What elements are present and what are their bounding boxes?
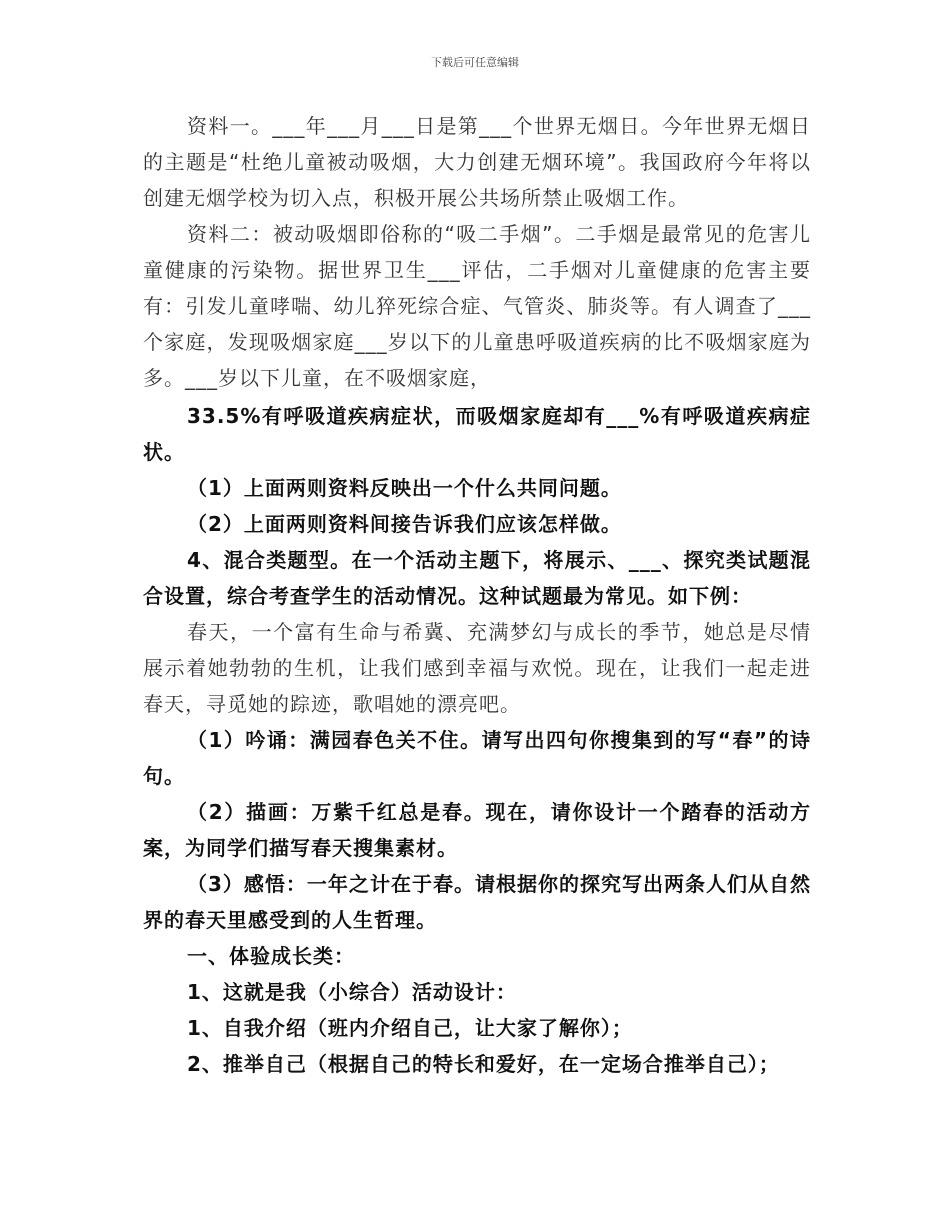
header-note: 下载后可任意编辑: [431, 56, 519, 69]
question-2: （2）上面两则资料间接告诉我们应该怎样做。: [187, 512, 622, 536]
section-heading-growth: 一、体验成长类：: [187, 944, 355, 968]
paragraph-mixed-type: 4、混合类题型。在一个活动主题下，将展示、___、探究类试题混合设置，综合考查学生的活动情况。这种试题最为常见。如下例：: [143, 548, 811, 608]
list-item-activity-design: 1、这就是我（小综合）活动设计：: [187, 980, 517, 1004]
spring-question-3: （3）感悟：一年之计在于春。请根据你的探究写出两条人们从自然界的春天里感受到的人生哲理。: [143, 872, 811, 932]
spring-question-1: （1）吟诵：满园春色关不住。请写出四句你搜集到的写“春”的诗句。: [143, 728, 811, 788]
paragraph-statistics: 33.5%有呼吸道疾病症状，而吸烟家庭却有___%有呼吸道疾病症状。: [143, 404, 811, 464]
paragraph-material-one: 资料一。___年___月___日是第___个世界无烟日。今年世界无烟日的主题是“杜绝儿童被动吸烟，大力创建无烟环境”。我国政府今年将以创建无烟学校为切入点，积极开展公共场所禁止吸烟工作。: [143, 114, 811, 210]
spring-question-2: （2）描画：万紫千红总是春。现在，请你设计一个踏春的活动方案，为同学们描写春天搜集素材。: [143, 800, 811, 860]
document-body: [143, 108, 811, 1082]
paragraph-material-two: 资料二：被动吸烟即俗称的“吸二手烟”。二手烟是最常见的危害儿童健康的污染物。据世界卫生___评估，二手烟对儿童健康的危害主要有：引发儿童哮喘、幼儿猝死综合症、气管炎、肺炎等。有人调查了___个家庭，发现吸烟家庭___岁以下的儿童患呼吸道疾病的比不吸烟家庭为多。___岁以下儿童，在不吸烟家庭，: [143, 222, 811, 390]
question-1: （1）上面两则资料反映出一个什么共同问题。: [187, 476, 622, 500]
paragraph-spring: 春天，一个富有生命与希冀、充满梦幻与成长的季节，她总是尽情展示着她勃勃的生机，让我们感到幸福与欢悦。现在，让我们一起走进春天，寻觅她的踪迹，歌唱她的漂亮吧。: [143, 620, 811, 716]
list-item-self-intro: 1、自我介绍（班内介绍自己，让大家了解你）；: [187, 1016, 633, 1040]
list-item-recommend-self: 2、推举自己（根据自己的特长和爱好，在一定场合推举自己）；: [187, 1052, 780, 1076]
